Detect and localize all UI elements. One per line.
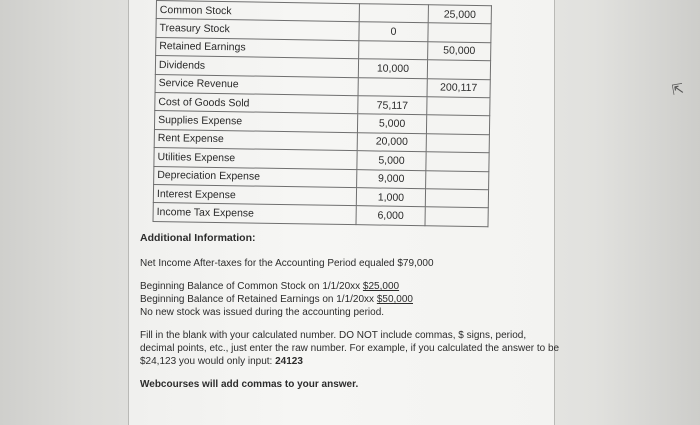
ledger-credit-cell: 50,000 [428, 42, 491, 61]
ledger-account-cell: Treasury Stock [156, 19, 359, 41]
ledger-credit-cell: 200,117 [427, 78, 490, 97]
ledger-debit-cell: 9,000 [357, 169, 426, 188]
ledger-account-cell: Utilities Expense [154, 148, 357, 170]
ledger-credit-cell: 25,000 [428, 5, 491, 24]
ledger-account-cell: Supplies Expense [154, 111, 357, 133]
ledger-account-cell: Interest Expense [153, 184, 356, 206]
ledger-credit-cell [428, 23, 491, 42]
ledger-credit-cell [426, 152, 489, 171]
ledger-account-cell: Dividends [155, 56, 358, 78]
ledger-account-cell: Cost of Goods Sold [155, 92, 358, 114]
ledger-credit-cell [426, 170, 489, 189]
instructions-body: Fill in the blank with your calculated number. DO NOT include commas, $ signs, period, decimal points, etc., just enter the raw number. For example, if you calculated the answer to be $24,123 you would only input: [140, 330, 560, 367]
instructions-text [140, 329, 560, 368]
ledger-debit-cell: 0 [359, 22, 428, 41]
ledger-credit-cell [426, 133, 489, 152]
ledger-credit-cell [425, 189, 488, 208]
ledger-debit-cell: 10,000 [358, 59, 427, 78]
ledger-debit-cell [359, 40, 428, 59]
ledger-account-cell: Common Stock [156, 1, 359, 23]
ledger-debit-cell: 6,000 [356, 206, 425, 225]
ledger-debit-cell: 5,000 [357, 151, 426, 170]
beginning-stock-line [140, 280, 560, 293]
ledger-account-cell: Income Tax Expense [153, 203, 356, 225]
ledger-debit-cell [358, 77, 427, 96]
additional-information [140, 232, 560, 391]
example-input: 24123 [275, 356, 303, 367]
ledger-credit-cell [426, 115, 489, 134]
beginning-re-line [140, 293, 560, 306]
beginning-re-label: Beginning Balance of Retained Earnings on 1/1/20xx [140, 294, 377, 305]
ledger-debit-cell [359, 4, 428, 23]
ledger-credit-cell [427, 60, 490, 79]
mouse-pointer-icon: ⇱ [670, 80, 685, 98]
no-new-stock-text: No new stock was issued during the accounting period. [140, 307, 385, 318]
net-income-text: Net Income After-taxes for the Accounting Period equaled $79,000 [140, 258, 434, 269]
ledger-debit-cell: 1,000 [356, 188, 425, 207]
ledger-account-cell: Retained Earnings [156, 37, 359, 59]
ledger-debit-cell: 75,117 [358, 96, 427, 115]
ledger-account-cell: Depreciation Expense [154, 166, 357, 188]
trial-balance-table [153, 0, 492, 227]
beginning-stock-label: Beginning Balance of Common Stock on 1/1/20xx [140, 281, 363, 292]
ledger-debit-cell: 20,000 [357, 132, 426, 151]
webcourses-note: Webcourses will add commas to your answer. [140, 379, 359, 390]
ledger-account-cell: Service Revenue [155, 74, 358, 96]
beginning-re-value: $50,000 [376, 294, 413, 305]
ledger-debit-cell: 5,000 [357, 114, 426, 133]
ledger-credit-cell [425, 207, 488, 226]
additional-info-title: Additional Information: [140, 232, 256, 244]
ledger-credit-cell [427, 97, 490, 116]
ledger-account-cell: Rent Expense [154, 129, 357, 151]
beginning-stock-value: $25,000 [362, 281, 400, 292]
